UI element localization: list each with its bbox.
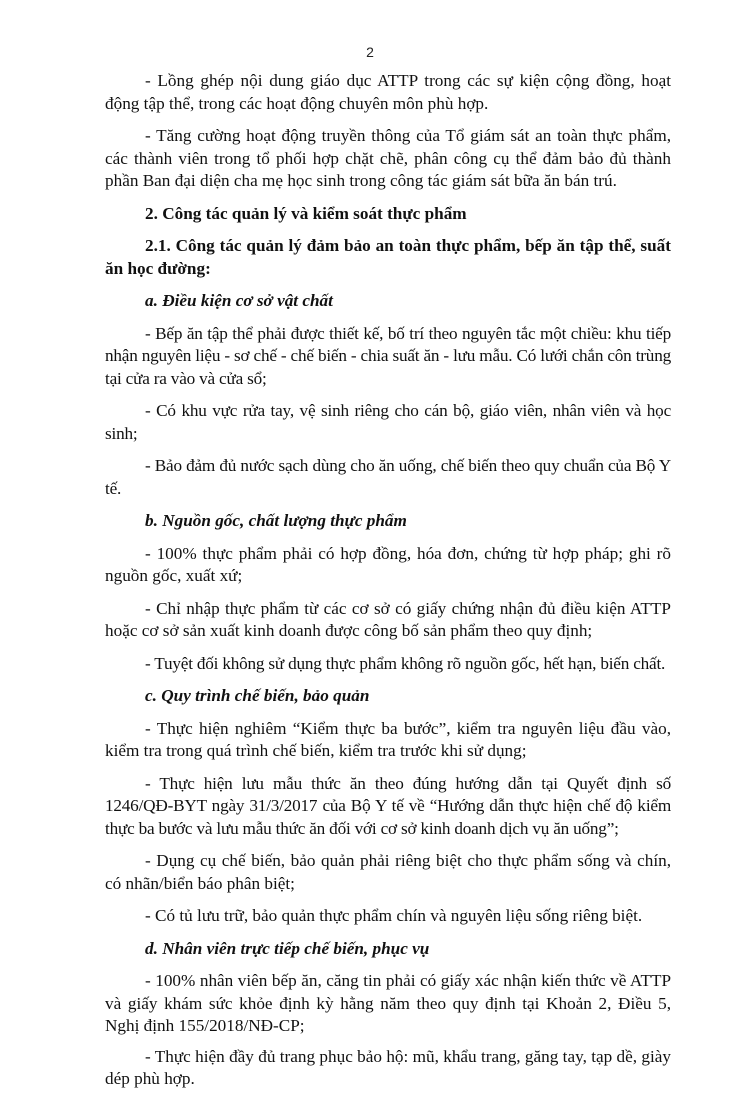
paragraph-communication: - Tăng cường hoạt động truyền thông của Tổ giám sát an toàn thực phẩm, các thành viên trong tổ phối hợp chặt chẽ, phân công cụ thể đảm bảo đủ thành phần Ban đại diện cha mẹ học sinh trong công tác giám sát bữa ăn bán trú. [105, 126, 671, 190]
list-item-b-1: - 100% thực phẩm phải có hợp đồng, hóa đơn, chứng từ hợp pháp; ghi rõ nguồn gốc, xuất xứ; [105, 543, 671, 585]
list-item-c-2: - Thực hiện lưu mẫu thức ăn theo đúng hướng dẫn tại Quyết định số 1246/QĐ-BYT ngày 31/3/2017 của Bộ Y tế về “Hướng dẫn thực hiện chế độ kiểm thực ba bước và lưu mẫu thức ăn đối với cơ sở kinh doanh dịch vụ ăn uống”; [105, 773, 671, 838]
paragraph-integrate-education: - Lồng ghép nội dung giáo dục ATTP trong các sự kiện cộng đồng, hoạt động tập thể, trong các hoạt động chuyên môn phù hợp. [105, 71, 671, 113]
section-d-heading: d. Nhân viên trực tiếp chế biến, phục vụ [145, 938, 430, 958]
section-2-heading: 2. Công tác quản lý và kiểm soát thực phẩm [145, 203, 467, 223]
list-item-a-1: - Bếp ăn tập thể phải được thiết kế, bố trí theo nguyên tắc một chiều: khu tiếp nhận nguyên liệu - sơ chế - chế biến - chia suất ăn - lưu mẫu. Có lưới chắn côn trùng tại cửa ra vào và cửa sổ; [105, 323, 671, 388]
list-item-b-3: - Tuyệt đối không sử dụng thực phẩm không rõ nguồn gốc, hết hạn, biến chất. [145, 653, 666, 673]
list-item-c-1: - Thực hiện nghiêm “Kiểm thực ba bước”, kiểm tra nguyên liệu đầu vào, kiểm tra trong quá trình chế biến, kiểm tra trước khi sử dụng; [105, 718, 671, 760]
list-item-b-2: - Chỉ nhập thực phẩm từ các cơ sở có giấy chứng nhận đủ điều kiện ATTP hoặc cơ sở sản xuất kinh doanh được công bố sản phẩm theo quy định; [105, 598, 671, 640]
document-body [105, 70, 671, 1099]
list-item-d-1: - 100% nhân viên bếp ăn, căng tin phải có giấy xác nhận kiến thức về ATTP và giấy khám sức khỏe định kỳ hằng năm theo quy định tại Khoản 2, Điều 5, Nghị định 155/2018/NĐ-CP; [105, 971, 671, 1035]
page-number: 2 [366, 44, 374, 60]
list-item-c-3: - Dụng cụ chế biến, bảo quản phải riêng biệt cho thực phẩm sống và chín, có nhãn/biển báo phân biệt; [105, 851, 671, 893]
section-a-heading: a. Điều kiện cơ sở vật chất [145, 291, 333, 310]
list-item-a-2: - Có khu vực rửa tay, vệ sinh riêng cho cán bộ, giáo viên, nhân viên và học sinh; [105, 401, 671, 443]
section-2-1-heading: 2.1. Công tác quản lý đảm bảo an toàn thực phẩm, bếp ăn tập thể, suất ăn học đường: [105, 236, 671, 278]
list-item-c-4: - Có tủ lưu trữ, bảo quản thực phẩm chín và nguyên liệu sống riêng biệt. [145, 906, 643, 925]
list-item-d-2: - Thực hiện đầy đủ trang phục bảo hộ: mũ, khẩu trang, găng tay, tạp dề, giày dép phù hợp. [105, 1046, 671, 1088]
section-c-heading: c. Quy trình chế biến, bảo quản [145, 686, 370, 705]
section-b-heading: b. Nguồn gốc, chất lượng thực phẩm [145, 511, 407, 530]
list-item-a-3: - Bảo đảm đủ nước sạch dùng cho ăn uống, chế biến theo quy chuẩn của Bộ Y tế. [105, 456, 671, 498]
